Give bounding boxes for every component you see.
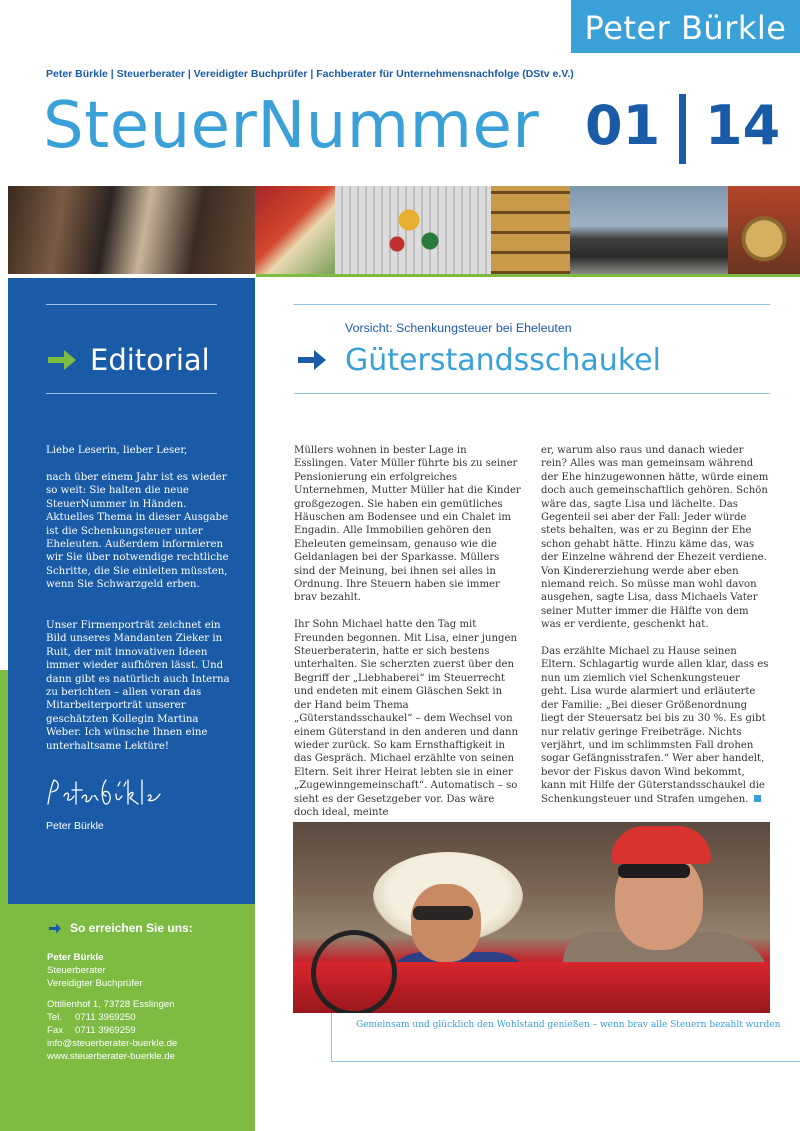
green-rule [256,274,800,277]
contact-role-2: Vereidigter Buchprüfer [47,978,143,989]
article-heading [296,338,661,382]
article-rule-bottom [294,393,770,394]
issue-divider [679,94,686,164]
fax-number: 0711 3969259 [75,1025,136,1036]
article-paragraph: Ihr Sohn Michael hatte den Tag mit Freunden begonnen. Mit Lisa, einer jungen Steuerberaterin, hatte er sich bestens unterhalten. Sie scherzten zuerst über den Begriff der „Liebhaberei“ im Steuerrecht und endeten mit einem Gläschen Sekt in der Hand beim Thema „Güterstandsschaukel“ – dem Wechsel von einem Güterstand in den anderen und dann wieder zurück. So kam Ernsthaftigkeit in das Gespräch. Michael erzählte von seinen Eltern. Seit ihrer Heirat lebten sie in einer „Zugewinngemeinschaft“. Automatisch – so sieht es der Gesetzgeber vor. Das wäre doch ideal, meinte [294,619,518,818]
editorial-paragraph-1: nach über einem Jahr ist es wieder so weit: Sie halten die neue SteuerNummer in Händen. Aktuelles Thema in dieser Ausgabe ist die Schenkungsteuer unter Eheleuten. Außerdem informieren wir Sie über notwendige rechtliche Schritte, die Sie einleiten müssten, wenn Sie Schwarzgeld erben. [46,472,229,591]
editorial-salutation: Liebe Leserin, lieber Leser, [46,445,188,456]
editorial-paragraph-2: Unser Firmenporträt zeichnet ein Bild unseres Mandanten Zieker in Ruit, der mit innovativen Ideen immer wieder aufhören lässt. Und dann gibt es natürlich auch Interna zu berichten – allen voran das Mitarbeiterporträt unserer geschätzten Kollegin Martina Weber. Ich wünsche Ihnen eine unterhaltsame Lektüre! [46,620,230,752]
article-rule-top [294,304,770,305]
sidebar-rule-top [46,304,217,305]
red-cap [611,826,711,864]
contact-role-1: Steuerberater [47,965,106,976]
issue-year: 14 [705,94,781,157]
photo-gold-bars [491,186,570,274]
photo-bull-statue [570,186,728,274]
photo-caption: Gemeinsam und glücklich den Wohlstand genießen – wenn brav alle Steuern bezahlt wurden [356,1020,781,1030]
brand-tab: Peter Bürkle [571,0,800,53]
article-paragraph-last [541,645,769,806]
contact-heading [48,921,193,935]
article-kicker: Vorsicht: Schenkungsteuer bei Eheleuten [345,321,572,335]
steering-wheel [311,930,397,1013]
photo-strip [8,186,800,274]
contact-web-link[interactable]: www.steuerberater-buerkle.de [47,1051,175,1062]
photo-businessmen [8,186,255,274]
article-paragraph: Müllers wohnen in bester Lage in Esslingen. Vater Müller führte bis zu seiner Pensionierung ein erfolgreiches Unternehmen, Mutter Müller hat die Kinder großgezogen. Sie haben ein gemütliches Häuschen am Bodensee und ein Chalet im Engadin. Alle Immobilien gehören den Eheleuten gemeinsam, genauso wie die Geldanlagen bei der Sparkasse. Müllers sind der Meinung, bei ihnen sei alles in Ordnung. Ihre Steuern haben sie immer brav bezahlt. [294,445,521,604]
issue-number: 01 [585,94,661,157]
couple-in-convertible-photo [293,822,770,1013]
phone-number[interactable]: 0711 3969250 [75,1012,136,1023]
editorial-heading [46,338,210,382]
arrow-right-icon [48,923,62,934]
contact-address: Ottilienhof 1, 73728 Esslingen [47,999,175,1010]
sidebar-rule-bottom [46,393,217,394]
sidebar-edge [0,670,8,1131]
sunglasses [618,864,690,878]
end-of-article-marker [754,795,761,802]
phone-label: Tel. [47,1012,62,1023]
signer-name: Peter Bürkle [46,820,104,832]
photo-savings-book [255,186,335,274]
arrow-right-icon [46,348,78,372]
woman-face [411,884,481,962]
contact-email-link[interactable]: info@steuerberater-buerkle.de [47,1038,178,1049]
photo-board-game [335,186,491,274]
fax-label: Fax [47,1025,63,1036]
article-column-1 [294,444,522,833]
contact-title: So erreichen Sie uns: [70,921,193,935]
article-column-2 [541,444,769,819]
signature [44,774,164,814]
contact-phone [47,1012,136,1025]
sunglasses [413,906,473,920]
masthead-title: SteuerNummer [43,89,540,163]
contact-fax [47,1025,136,1038]
arrow-right-icon [296,348,328,372]
subline: Peter Bürkle | Steuerberater | Vereidigter Buchprüfer | Fachberater für Unternehmensnachfolge (DStv e.V.) [46,68,574,80]
editorial-title: Editorial [90,343,210,377]
contact-name: Peter Bürkle [47,952,104,963]
article-paragraph: er, warum also raus und danach wieder rein? Alles was man gemeinsam während der Ehe hinzugewonnen hätte, würde einem doch auch gemeinschaftlich gehören. Schön wäre das, sagte Lisa und lächelte. Das Gegenteil sei aber der Fall: Jeder würde stets behalten, was er zu Beginn der Ehe schon gehabt hätte. Hinzu käme das, was der Einzelne während der Ehezeit verdiene. Von Kindererziehung werde aber eben niemand reich. So müsse man wohl davon ausgehen, sagte Lisa, dass Michaels Vater seiner Mutter immer die Hälfte von dem was er verdiente, geschenkt hat. [541,445,769,631]
article-paragraph-text: Das erzählte Michael zu Hause seinen Eltern. Schlagartig wurde allen klar, dass es nun um ziemlich viel Schenkungsteuer geht. Lisa wurde alarmiert und erläuterte der Familie: „Bei dieser Größenordnung liegt der Steuersatz bei bis zu 30 %. Es gibt nur relativ geringe Freibeträge. Nichts verjährt, und im schlimmsten Fall drohen sogar Gefängnisstrafen.“ Wer aber handelt, bevor der Fiskus davon Wind bekommt, kann mit Hilfe der Güterstandsschaukel die Schenkungsteuer und Strafen umgehen. [541,646,769,805]
photo-coins [728,186,800,274]
article-headline: Güterstandsschaukel [345,342,661,378]
